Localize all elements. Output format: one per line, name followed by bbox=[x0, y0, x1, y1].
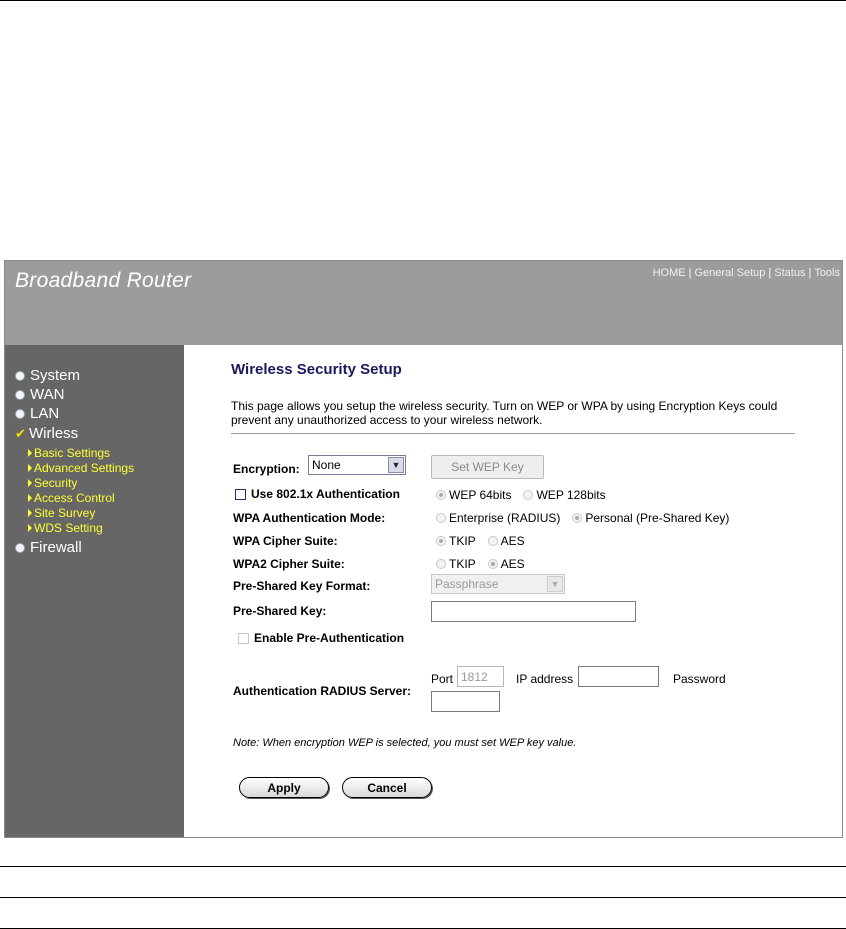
enterprise-radio[interactable] bbox=[436, 513, 446, 523]
encryption-label: Encryption: bbox=[233, 462, 300, 476]
psk-input[interactable] bbox=[431, 601, 636, 622]
wpa2-aes-radio[interactable] bbox=[488, 559, 498, 569]
nav-status-link[interactable]: Status bbox=[774, 267, 806, 279]
header-bar bbox=[5, 261, 842, 345]
sidebar-sub-access-control[interactable] bbox=[28, 491, 115, 505]
nav-tools-link[interactable]: Tools bbox=[814, 267, 840, 279]
port-label: Port bbox=[431, 672, 454, 686]
checkmark-icon: ✔ bbox=[15, 425, 26, 441]
enable-preauth-checkbox[interactable] bbox=[238, 633, 249, 644]
sidebar-item-firewall[interactable] bbox=[15, 539, 82, 556]
wpa-tkip-label: TKIP bbox=[449, 534, 476, 548]
enterprise-label: Enterprise (RADIUS) bbox=[449, 511, 561, 525]
use-8021x-checkbox[interactable] bbox=[235, 489, 246, 500]
sidebar-sub-label: Basic Settings bbox=[34, 446, 111, 460]
sidebar-sub-label: Site Survey bbox=[34, 506, 96, 520]
wpa-cipher-label: WPA Cipher Suite: bbox=[233, 534, 338, 548]
triangle-right-icon bbox=[28, 479, 32, 487]
sidebar-sub-label: Security bbox=[34, 476, 78, 490]
sidebar-sub-label: WDS Setting bbox=[34, 521, 103, 535]
personal-label: Personal (Pre-Shared Key) bbox=[585, 511, 730, 525]
wpa2-tkip-label: TKIP bbox=[449, 557, 476, 571]
sidebar bbox=[5, 345, 184, 837]
sidebar-item-system[interactable] bbox=[15, 367, 80, 384]
wep128-label: WEP 128bits bbox=[536, 488, 606, 502]
router-frame bbox=[4, 260, 843, 838]
triangle-right-icon bbox=[28, 464, 32, 472]
nav-general-setup-link[interactable]: General Setup bbox=[694, 267, 766, 279]
wpa2-tkip-radio[interactable] bbox=[436, 559, 446, 569]
wpa-auth-mode-label: WPA Authentication Mode: bbox=[233, 511, 386, 525]
wpa-tkip-radio[interactable] bbox=[436, 536, 446, 546]
wep128-radio[interactable] bbox=[523, 490, 533, 500]
sidebar-sub-basic-settings[interactable] bbox=[28, 446, 110, 460]
sidebar-sub-label: Advanced Settings bbox=[34, 461, 135, 475]
ip-address-input[interactable] bbox=[578, 666, 659, 687]
brand-title: Broadband Router bbox=[15, 269, 192, 292]
top-nav: HOME | General Setup | Status | Tools bbox=[652, 267, 840, 279]
bullet-icon bbox=[15, 390, 25, 400]
triangle-right-icon bbox=[28, 509, 32, 517]
wep64-label: WEP 64bits bbox=[449, 488, 512, 502]
psk-format-value: Passphrase bbox=[435, 577, 499, 591]
rule-2 bbox=[0, 897, 846, 898]
use-8021x-label: Use 802.1x Authentication bbox=[251, 487, 400, 501]
chevron-down-icon: ▼ bbox=[547, 576, 563, 592]
sidebar-sub-security[interactable] bbox=[28, 476, 77, 490]
nav-home-link[interactable]: HOME bbox=[652, 267, 686, 279]
sidebar-sub-label: Access Control bbox=[34, 491, 115, 505]
personal-radio[interactable] bbox=[572, 513, 582, 523]
encryption-select[interactable] bbox=[308, 455, 406, 475]
wep-note: Note: When encryption WEP is selected, you must set WEP key value. bbox=[233, 737, 577, 749]
wpa-aes-radio[interactable] bbox=[488, 536, 498, 546]
triangle-right-icon bbox=[28, 524, 32, 532]
sidebar-item-wireless[interactable] bbox=[15, 425, 78, 442]
sidebar-item-label: Firewall bbox=[30, 539, 82, 556]
sidebar-item-label: System bbox=[30, 367, 81, 384]
psk-format-label: Pre-Shared Key Format: bbox=[233, 579, 371, 593]
use-8021x-checkbox-row[interactable] bbox=[235, 487, 400, 501]
sidebar-sub-advanced-settings[interactable] bbox=[28, 461, 134, 475]
wep-bits-radio-group bbox=[436, 488, 606, 502]
enable-preauth-label: Enable Pre-Authentication bbox=[254, 631, 405, 645]
port-input[interactable]: 1812 bbox=[457, 666, 504, 687]
bullet-icon bbox=[15, 409, 25, 419]
enable-preauth-row[interactable] bbox=[238, 631, 404, 645]
main-content bbox=[184, 345, 842, 837]
chevron-down-icon: ▼ bbox=[388, 457, 404, 473]
psk-format-select[interactable] bbox=[431, 574, 565, 594]
sidebar-item-lan[interactable] bbox=[15, 405, 59, 422]
wpa-auth-mode-radio-group bbox=[436, 511, 729, 525]
wpa-aes-label: AES bbox=[500, 534, 525, 548]
wep64-radio[interactable] bbox=[436, 490, 446, 500]
psk-label: Pre-Shared Key: bbox=[233, 604, 327, 618]
page-description: This page allows you setup the wireless security. Turn on WEP or WPA by using Encryption Keys could prevent any unauthorized access to your wireless network. bbox=[231, 399, 778, 427]
sidebar-item-label: LAN bbox=[30, 405, 60, 422]
sidebar-item-wan[interactable] bbox=[15, 386, 64, 403]
password-input[interactable] bbox=[431, 691, 500, 712]
sidebar-item-label: WAN bbox=[30, 386, 65, 403]
sidebar-item-label: Wirless bbox=[29, 425, 79, 442]
rule-1 bbox=[0, 866, 846, 867]
sidebar-sub-site-survey[interactable] bbox=[28, 506, 95, 520]
cancel-button[interactable]: Cancel bbox=[342, 777, 432, 798]
wpa-cipher-radio-group bbox=[436, 534, 525, 548]
triangle-right-icon bbox=[28, 494, 32, 502]
set-wep-key-button[interactable]: Set WEP Key bbox=[431, 455, 544, 479]
wpa2-cipher-label: WPA2 Cipher Suite: bbox=[233, 557, 345, 571]
radius-label: Authentication RADIUS Server: bbox=[233, 684, 412, 698]
password-label: Password bbox=[673, 672, 726, 686]
page-title: Wireless Security Setup bbox=[231, 361, 402, 378]
wpa2-cipher-radio-group bbox=[436, 557, 525, 571]
divider bbox=[231, 433, 795, 434]
apply-button[interactable]: Apply bbox=[239, 777, 329, 798]
wpa2-aes-label: AES bbox=[500, 557, 525, 571]
encryption-select-value: None bbox=[312, 458, 341, 472]
sidebar-sub-wds-setting[interactable] bbox=[28, 521, 103, 535]
bullet-icon bbox=[15, 371, 25, 381]
ip-address-label: IP address bbox=[516, 672, 574, 686]
triangle-right-icon bbox=[28, 449, 32, 457]
bullet-icon bbox=[15, 543, 25, 553]
top-rule bbox=[0, 0, 846, 1]
